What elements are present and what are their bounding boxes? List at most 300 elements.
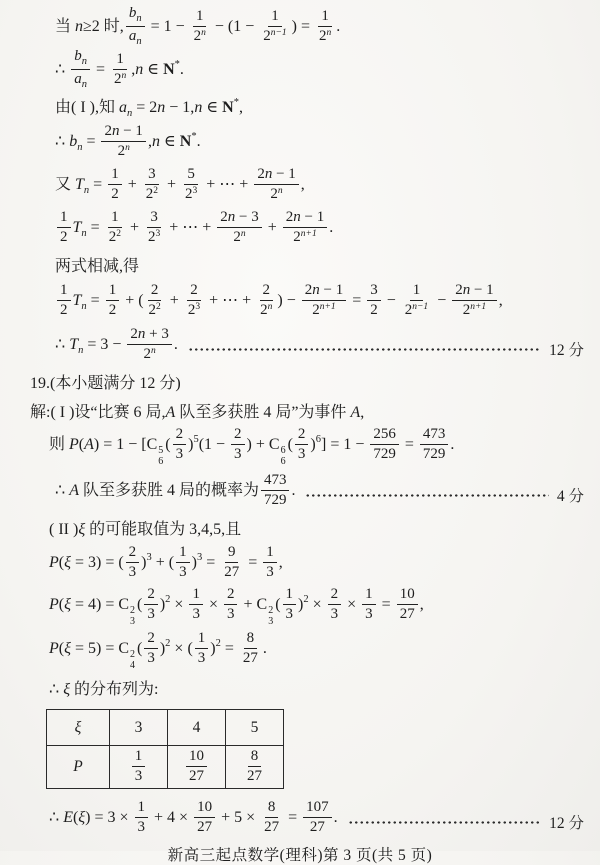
math-variable: ξ (78, 809, 86, 827)
math-text: ∴ (49, 681, 64, 698)
math-variable: n (312, 282, 320, 299)
math-text: , (360, 404, 365, 421)
fraction (240, 630, 261, 667)
math-text: 2 (60, 229, 68, 245)
fraction-denominator (328, 605, 342, 623)
math-text: ( (78, 435, 85, 453)
fraction-denominator (263, 563, 277, 581)
fraction (189, 586, 203, 623)
superscript: 3 (195, 302, 201, 312)
math-text: 2 (117, 143, 126, 159)
fraction-denominator (146, 301, 164, 319)
formula-expression (30, 399, 364, 422)
table-cell (110, 710, 168, 746)
math-text: 1 (266, 544, 274, 561)
fraction (362, 586, 376, 623)
math-text: 2 (330, 586, 339, 603)
math-text: = (82, 133, 100, 151)
formula-expression (55, 167, 305, 204)
fraction-numerator (225, 544, 239, 563)
subscript: 6 (280, 456, 286, 468)
superscript: 6 (280, 444, 286, 456)
subscript: 6 (158, 456, 164, 468)
math-text: − (382, 292, 400, 310)
math-text: ] = 1 − (320, 435, 369, 453)
math-variable: n (194, 99, 203, 116)
math-text: ( (72, 809, 79, 827)
math-text: 由( I ),知 (55, 99, 119, 116)
fraction-denominator (420, 445, 449, 463)
math-text: 729 (422, 445, 446, 462)
math-text: 27 (224, 564, 240, 580)
math-text: 2 (147, 586, 155, 603)
fraction-numerator (135, 799, 149, 818)
math-text: 27 (309, 819, 325, 835)
fraction (316, 8, 334, 45)
math-text: 2 (108, 229, 117, 245)
fraction (224, 586, 238, 623)
math-variable: a (74, 71, 82, 87)
fraction-numerator (189, 586, 203, 605)
formula-line (0, 6, 600, 49)
math-text: 1 (195, 8, 204, 25)
table-cell (226, 710, 284, 746)
table-cell (47, 710, 110, 746)
math-text: 2 (175, 426, 184, 443)
math-text: 729 (373, 445, 396, 462)
fraction (145, 209, 163, 246)
fraction-numerator (224, 586, 238, 605)
math-text: = (86, 292, 104, 310)
fraction (135, 799, 149, 836)
dotted-leader (348, 821, 541, 824)
math-text: = (400, 435, 418, 453)
math-text: 2 (234, 426, 242, 443)
subscript: n (127, 108, 133, 119)
math-text: + (123, 176, 141, 194)
math-text: . (329, 219, 334, 237)
fraction-denominator (57, 301, 71, 319)
script-stack (268, 605, 273, 628)
fraction-numerator (195, 630, 209, 649)
math-text: − 1 (300, 209, 325, 226)
math-text: ( (165, 435, 171, 453)
math-text: 3 (226, 605, 235, 622)
math-text: 1 (60, 209, 68, 226)
math-text: , (278, 554, 283, 572)
math-text: 3 (148, 166, 156, 183)
math-variable: b (69, 133, 78, 151)
subscript: 3 (268, 616, 274, 628)
math-text: = (284, 809, 302, 827)
fraction-denominator (145, 228, 163, 246)
superscript: 2 (130, 648, 136, 660)
math-text: 2 (293, 229, 301, 245)
fraction-denominator (194, 818, 215, 836)
fraction (370, 426, 399, 463)
fraction (244, 748, 265, 785)
math-text: 3 (234, 445, 242, 462)
math-text: ( (58, 554, 65, 572)
superscript: n (326, 28, 332, 38)
fraction-denominator (186, 767, 207, 785)
math-text: 2 (455, 282, 463, 299)
math-text: − 1 (319, 282, 344, 299)
math-text: ( (287, 435, 293, 453)
fraction-numerator (410, 282, 424, 301)
fraction-numerator (144, 586, 158, 605)
fraction (144, 630, 158, 667)
math-text: 2 (220, 209, 228, 226)
math-text: . (450, 435, 455, 453)
fraction (127, 326, 171, 363)
superscript: n−1 (270, 28, 287, 38)
distribution-table (46, 709, 284, 789)
math-text: 27 (242, 649, 258, 666)
math-text: ∈ (202, 99, 223, 116)
math-text: = (348, 292, 366, 310)
fraction-denominator (257, 301, 275, 319)
fraction-numerator (127, 326, 171, 345)
math-text: ) (210, 639, 216, 657)
math-text: ) (310, 435, 316, 453)
superscript: 2 (215, 637, 221, 649)
math-text: 473 (263, 472, 287, 489)
math-variable: n (462, 282, 471, 299)
math-text: ) (159, 595, 166, 613)
superscript: 2 (153, 186, 158, 196)
fraction (132, 748, 146, 785)
math-text: 107 (306, 799, 329, 816)
math-text: 1 (134, 747, 143, 764)
formula-expression (55, 253, 139, 276)
math-text: 又 (55, 176, 76, 194)
fraction-denominator (295, 445, 309, 463)
math-text: . (179, 61, 184, 79)
fraction-numerator (263, 544, 277, 563)
script-stack (130, 649, 135, 672)
math-variable: T (72, 219, 82, 237)
math-text: 2 (233, 229, 241, 245)
fraction-denominator (261, 491, 290, 509)
superscript: 2 (116, 229, 121, 239)
math-variable: n (135, 61, 144, 79)
dotted-leader (188, 348, 541, 351)
fraction-denominator (244, 767, 265, 785)
math-text: = (91, 61, 109, 79)
subscript: n (77, 142, 83, 154)
math-variable: n (75, 18, 84, 36)
fraction (452, 282, 496, 319)
fraction (101, 123, 145, 160)
math-variable: n (293, 209, 301, 226)
math-text: 3 (137, 819, 146, 835)
math-variable: P (73, 758, 83, 775)
math-text: 3 (197, 649, 206, 666)
math-variable: E (63, 809, 73, 827)
fraction-denominator (132, 767, 146, 785)
math-text: ) (298, 595, 304, 613)
page-footer: 新高三起点数学(理科)第 3 页(共 5 页) (167, 847, 433, 864)
math-text: = 5) = (70, 639, 119, 657)
fraction (397, 586, 418, 623)
fraction-denominator (460, 301, 489, 319)
fraction-denominator (195, 649, 209, 667)
math-text: 3 (370, 282, 378, 299)
formula-line (0, 250, 600, 279)
formula-line (0, 92, 600, 121)
math-text: 4 (192, 718, 201, 736)
math-variable: b (74, 48, 82, 65)
math-variable: T (69, 336, 79, 354)
math-text: 当 (55, 18, 76, 36)
math-text: ) = (291, 18, 315, 36)
math-text: , (238, 99, 243, 116)
fraction-numerator (176, 544, 190, 563)
math-text: ∈ (159, 133, 180, 151)
math-text: 两式相减,得 (55, 258, 140, 275)
math-text: 10 (399, 586, 415, 603)
superscript: 2 (268, 604, 274, 616)
formula-line (0, 396, 600, 425)
fraction (126, 544, 140, 581)
fraction (257, 282, 275, 319)
math-text: − 1 (470, 282, 494, 299)
math-text: 3 (285, 605, 294, 622)
math-text: 2 (145, 186, 154, 202)
formula-expression (49, 427, 454, 468)
fraction (146, 282, 164, 319)
fraction (182, 166, 200, 203)
superscript: 2 (165, 637, 171, 649)
math-text: ≥2 时, (83, 18, 124, 36)
fraction-numerator (144, 630, 158, 649)
math-variable: ξ (64, 639, 71, 657)
fraction-numerator (248, 748, 262, 767)
math-text: + (263, 219, 281, 237)
formula-expression (55, 124, 201, 161)
math-variable: n (151, 133, 160, 151)
formula-expression (49, 676, 159, 699)
fraction-denominator (191, 27, 209, 45)
math-text: ∴ (49, 809, 64, 827)
score-label: 12 分 (549, 814, 584, 832)
fraction (283, 209, 327, 246)
fraction-numerator (187, 282, 201, 301)
math-text: 1 (271, 8, 279, 25)
formula-line (0, 585, 600, 630)
formula-expression (55, 327, 178, 364)
fraction (195, 630, 209, 667)
fraction-numerator (71, 48, 90, 70)
subscript: 4 (130, 660, 136, 672)
math-text: 1 (108, 282, 117, 299)
math-text: = (86, 219, 104, 237)
math-text: ∴ (55, 482, 70, 500)
fraction-denominator (290, 228, 319, 246)
math-text: . (262, 639, 267, 657)
math-text: ) (188, 435, 194, 453)
math-text: ∈ (143, 61, 164, 79)
math-text: = (89, 176, 107, 194)
formula-line (0, 324, 600, 367)
math-text: 19.(本小题满分 12 分) (30, 375, 181, 392)
fraction (420, 426, 449, 463)
superscript: n (125, 143, 130, 153)
fraction (57, 282, 71, 319)
fraction-numerator (193, 8, 207, 27)
fraction (263, 544, 277, 581)
subscript: n (81, 56, 87, 68)
math-text: 1 (137, 799, 146, 816)
math-text: 1 (365, 586, 373, 603)
fraction-numerator (295, 426, 309, 445)
math-text: ( (58, 595, 65, 613)
formula-expression (55, 473, 295, 510)
fraction (254, 166, 298, 203)
math-text: ( II ) (49, 521, 79, 538)
math-text: 27 (399, 605, 415, 622)
formula-expression (55, 6, 340, 49)
math-text: ) (141, 554, 147, 572)
math-text: 2 (263, 28, 271, 44)
fraction-denominator (261, 818, 282, 836)
math-text: 3 (179, 564, 187, 580)
math-text: + (239, 595, 257, 613)
math-text: , (147, 133, 152, 151)
fraction-denominator (397, 605, 418, 623)
math-text: + (125, 219, 143, 237)
math-text: + ⋯ + (165, 219, 216, 237)
formula-line (0, 425, 600, 470)
math-variable: T (72, 292, 82, 310)
fraction-numerator (57, 282, 71, 301)
math-text: 2 (104, 123, 112, 140)
formula-expression (49, 545, 283, 582)
formula-expression (30, 370, 181, 393)
math-text: 3 (134, 767, 143, 784)
fraction-numerator (57, 209, 71, 228)
superscript: n (267, 302, 273, 312)
fraction-denominator (221, 563, 242, 581)
math-text: ) = 3 × (85, 809, 133, 827)
math-text: − 3 (235, 209, 259, 226)
math-text: C (268, 435, 280, 453)
score-label: 4 分 (556, 487, 584, 505)
math-text: C (118, 595, 130, 613)
math-text: 2 (150, 282, 159, 299)
fraction-numerator (194, 799, 215, 818)
math-text: 队至多获胜 4 局”为事件 (175, 404, 351, 421)
fraction-numerator (148, 282, 162, 301)
math-text: 队至多获胜 4 局的概率为 (78, 482, 259, 500)
fraction-numerator (303, 799, 332, 818)
math-text: 27 (264, 819, 280, 835)
math-text: + (165, 292, 183, 310)
fraction-numerator (283, 586, 297, 605)
math-variable: ξ (64, 554, 71, 572)
formula-line (0, 207, 600, 250)
fraction (126, 5, 145, 48)
math-text: . (291, 482, 296, 500)
fraction-denominator (111, 70, 129, 88)
fraction-numerator (113, 51, 127, 70)
fraction-denominator (173, 445, 187, 463)
fraction (144, 586, 158, 623)
math-text: . (333, 809, 338, 827)
math-text: 3 (175, 445, 184, 462)
math-variable: A (84, 435, 94, 453)
math-text: 2 (312, 302, 320, 318)
fraction (108, 166, 122, 203)
fraction-numerator (318, 8, 332, 27)
math-text: − 1, (165, 99, 195, 116)
math-text: 2 (60, 302, 68, 318)
math-text: , (498, 292, 503, 310)
subscript: n (78, 345, 84, 357)
math-text: 27 (189, 767, 204, 784)
superscript: 3 (155, 229, 161, 239)
math-text: × (343, 595, 361, 613)
math-text: + ⋯ + (202, 176, 253, 194)
fraction-numerator (106, 282, 120, 301)
formula-line (0, 470, 600, 513)
math-text: . (336, 18, 341, 36)
math-text: C (118, 639, 130, 657)
fraction-denominator (135, 818, 149, 836)
math-text: ∴ (55, 133, 70, 151)
math-text: 1 (116, 51, 124, 68)
fraction-denominator (283, 605, 297, 623)
fraction-denominator (189, 605, 203, 623)
formula-expression (55, 210, 333, 247)
script-stack (281, 445, 286, 468)
math-text: ( (137, 639, 143, 657)
math-text: 2 (147, 630, 155, 647)
fraction (367, 282, 381, 319)
subscript: n (81, 301, 87, 313)
math-text: 3 (147, 649, 155, 666)
fraction-denominator (316, 27, 334, 45)
script-stack (130, 605, 135, 628)
math-text: × (204, 595, 222, 613)
math-text: 1 (321, 8, 329, 25)
fraction (260, 8, 289, 45)
math-text: 3 (192, 605, 200, 622)
math-text: 2 (128, 544, 137, 561)
math-text: 2 (319, 28, 327, 44)
fraction-numerator (283, 209, 327, 228)
formula-line (0, 121, 600, 164)
math-text: ) (191, 554, 197, 572)
fraction-denominator (144, 649, 158, 667)
math-text: . (173, 336, 178, 354)
math-text: 3 (128, 564, 137, 580)
math-text: 27 (247, 767, 262, 784)
fraction-numerator (132, 748, 146, 767)
math-text: + ⋯ + (205, 292, 256, 310)
superscript: 3 (192, 186, 198, 196)
fraction-numerator (231, 426, 245, 445)
math-text: 2 (297, 426, 306, 443)
math-text: ) = 1 − [ (93, 435, 147, 453)
math-text: − 1 (272, 166, 296, 183)
math-text: 3 (134, 718, 143, 736)
fraction-numerator (108, 166, 122, 185)
fraction-numerator (108, 209, 122, 228)
math-text: 3 (365, 605, 373, 622)
superscript: * (233, 97, 239, 108)
